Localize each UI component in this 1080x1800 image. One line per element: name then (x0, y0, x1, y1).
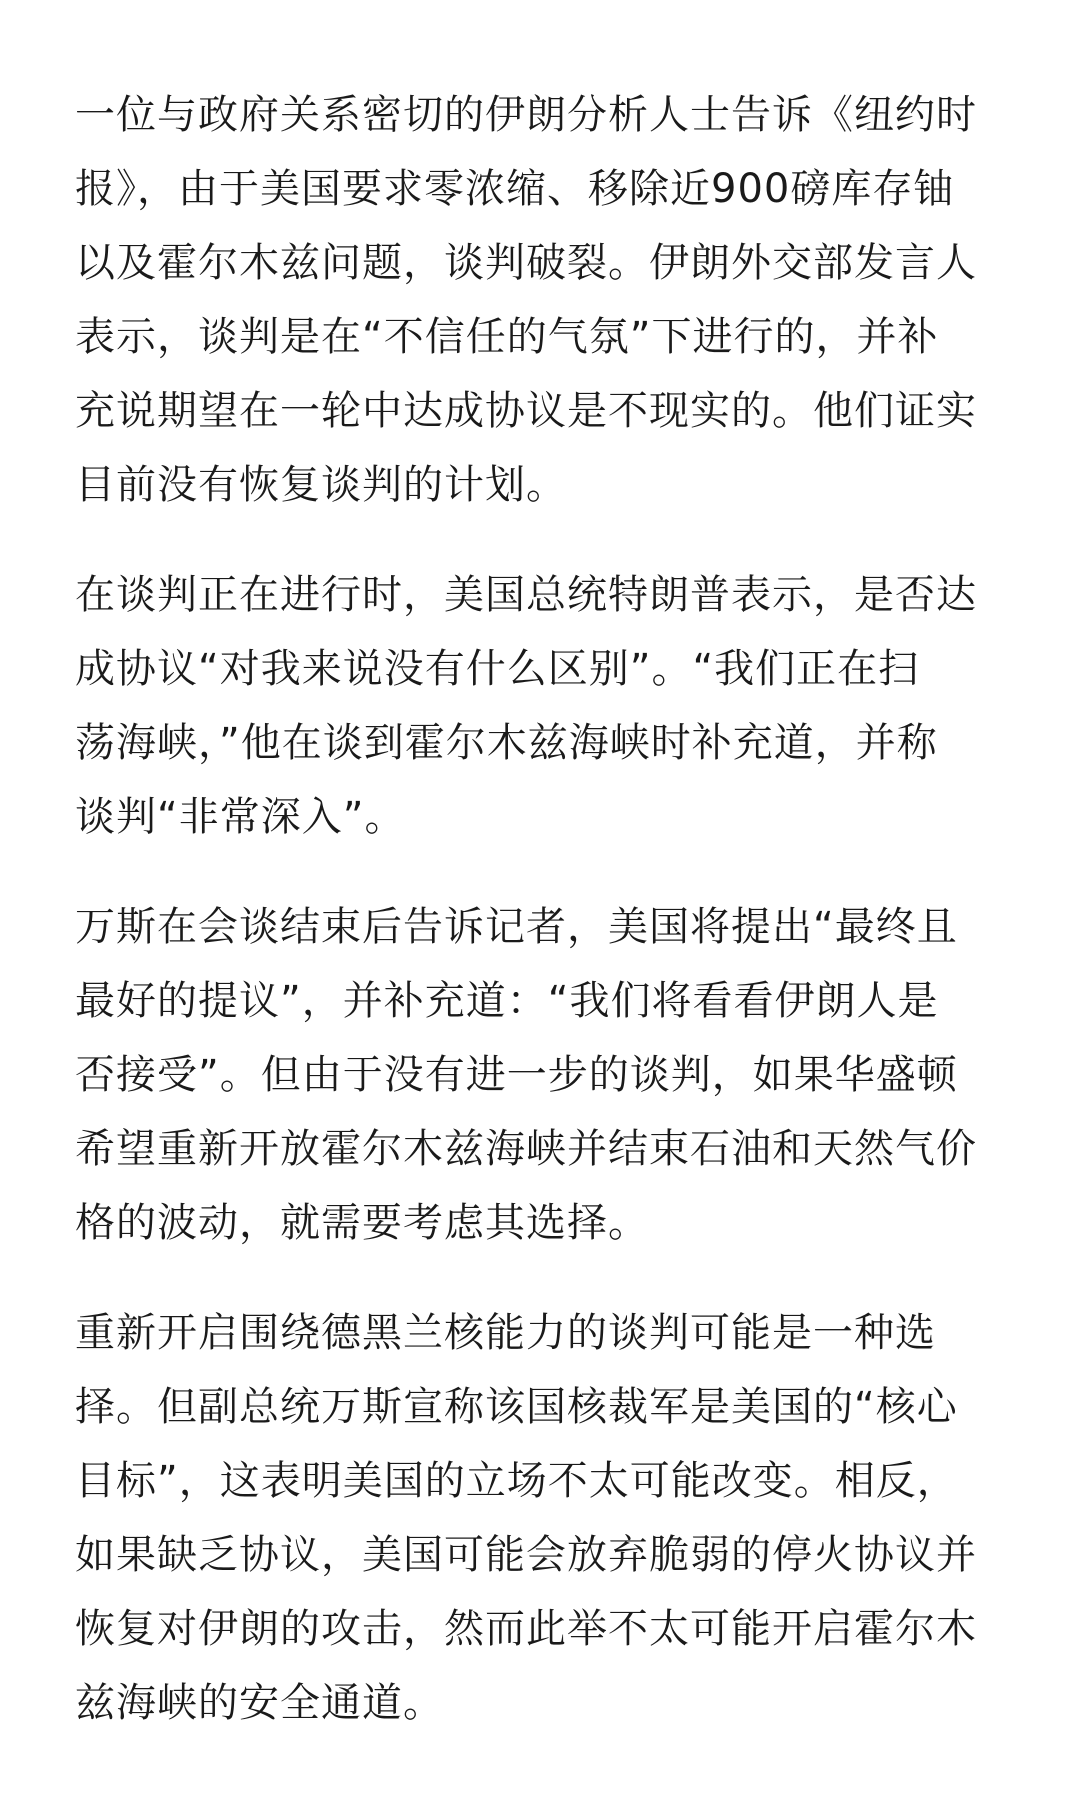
paragraph-line: 报》，由于美国要求零浓缩、移除近900磅库存铀 (75, 166, 955, 212)
paragraph-line: 荡海峡，”他在谈到霍尔木兹海峡时补充道，并称 (75, 720, 938, 766)
paragraph-line: 如果缺乏协议，美国可能会放弃脆弱的停火协议并 (75, 1532, 977, 1578)
paragraph-2 (75, 558, 1005, 854)
paragraph-line: 最好的提议”，并补充道：“我们将看看伊朗人是 (75, 978, 939, 1024)
paragraph-line: 以及霍尔木兹问题，谈判破裂。伊朗外交部发言人 (75, 240, 977, 286)
paragraph-line: 择。但副总统万斯宣称该国核裁军是美国的“核心 (75, 1384, 958, 1430)
paragraph-line: 否接受”。但由于没有进一步的谈判，如果华盛顿 (75, 1052, 958, 1098)
paragraph-3 (75, 890, 1005, 1260)
paragraph-line: 恢复对伊朗的攻击，然而此举不太可能开启霍尔木 (75, 1606, 977, 1652)
paragraph-1 (75, 78, 1005, 522)
paragraph-line: 在谈判正在进行时，美国总统特朗普表示，是否达 (75, 572, 977, 618)
paragraph-line: 目标”，这表明美国的立场不太可能改变。相反， (75, 1458, 958, 1504)
paragraph-line: 谈判“非常深入”。 (75, 794, 406, 840)
paragraph-line: 万斯在会谈结束后告诉记者，美国将提出“最终且 (75, 904, 958, 950)
paragraph-4 (75, 1296, 1005, 1740)
paragraph-line: 表示，谈判是在“不信任的气氛”下进行的，并补 (75, 314, 939, 360)
paragraph-line: 格的波动，就需要考虑其选择。 (75, 1200, 649, 1246)
article-body (75, 78, 1005, 1740)
paragraph-line: 目前没有恢复谈判的计划。 (75, 462, 567, 508)
paragraph-line: 一位与政府关系密切的伊朗分析人士告诉《纽约时 (75, 92, 977, 138)
paragraph-line: 兹海峡的安全通道。 (75, 1680, 444, 1726)
paragraph-line: 充说期望在一轮中达成协议是不现实的。他们证实 (75, 388, 977, 434)
paragraph-line: 希望重新开放霍尔木兹海峡并结束石油和天然气价 (75, 1126, 977, 1172)
paragraph-line: 重新开启围绕德黑兰核能力的谈判可能是一种选 (75, 1310, 936, 1356)
paragraph-line: 成协议“对我来说没有什么区别”。“我们正在扫 (75, 646, 920, 692)
